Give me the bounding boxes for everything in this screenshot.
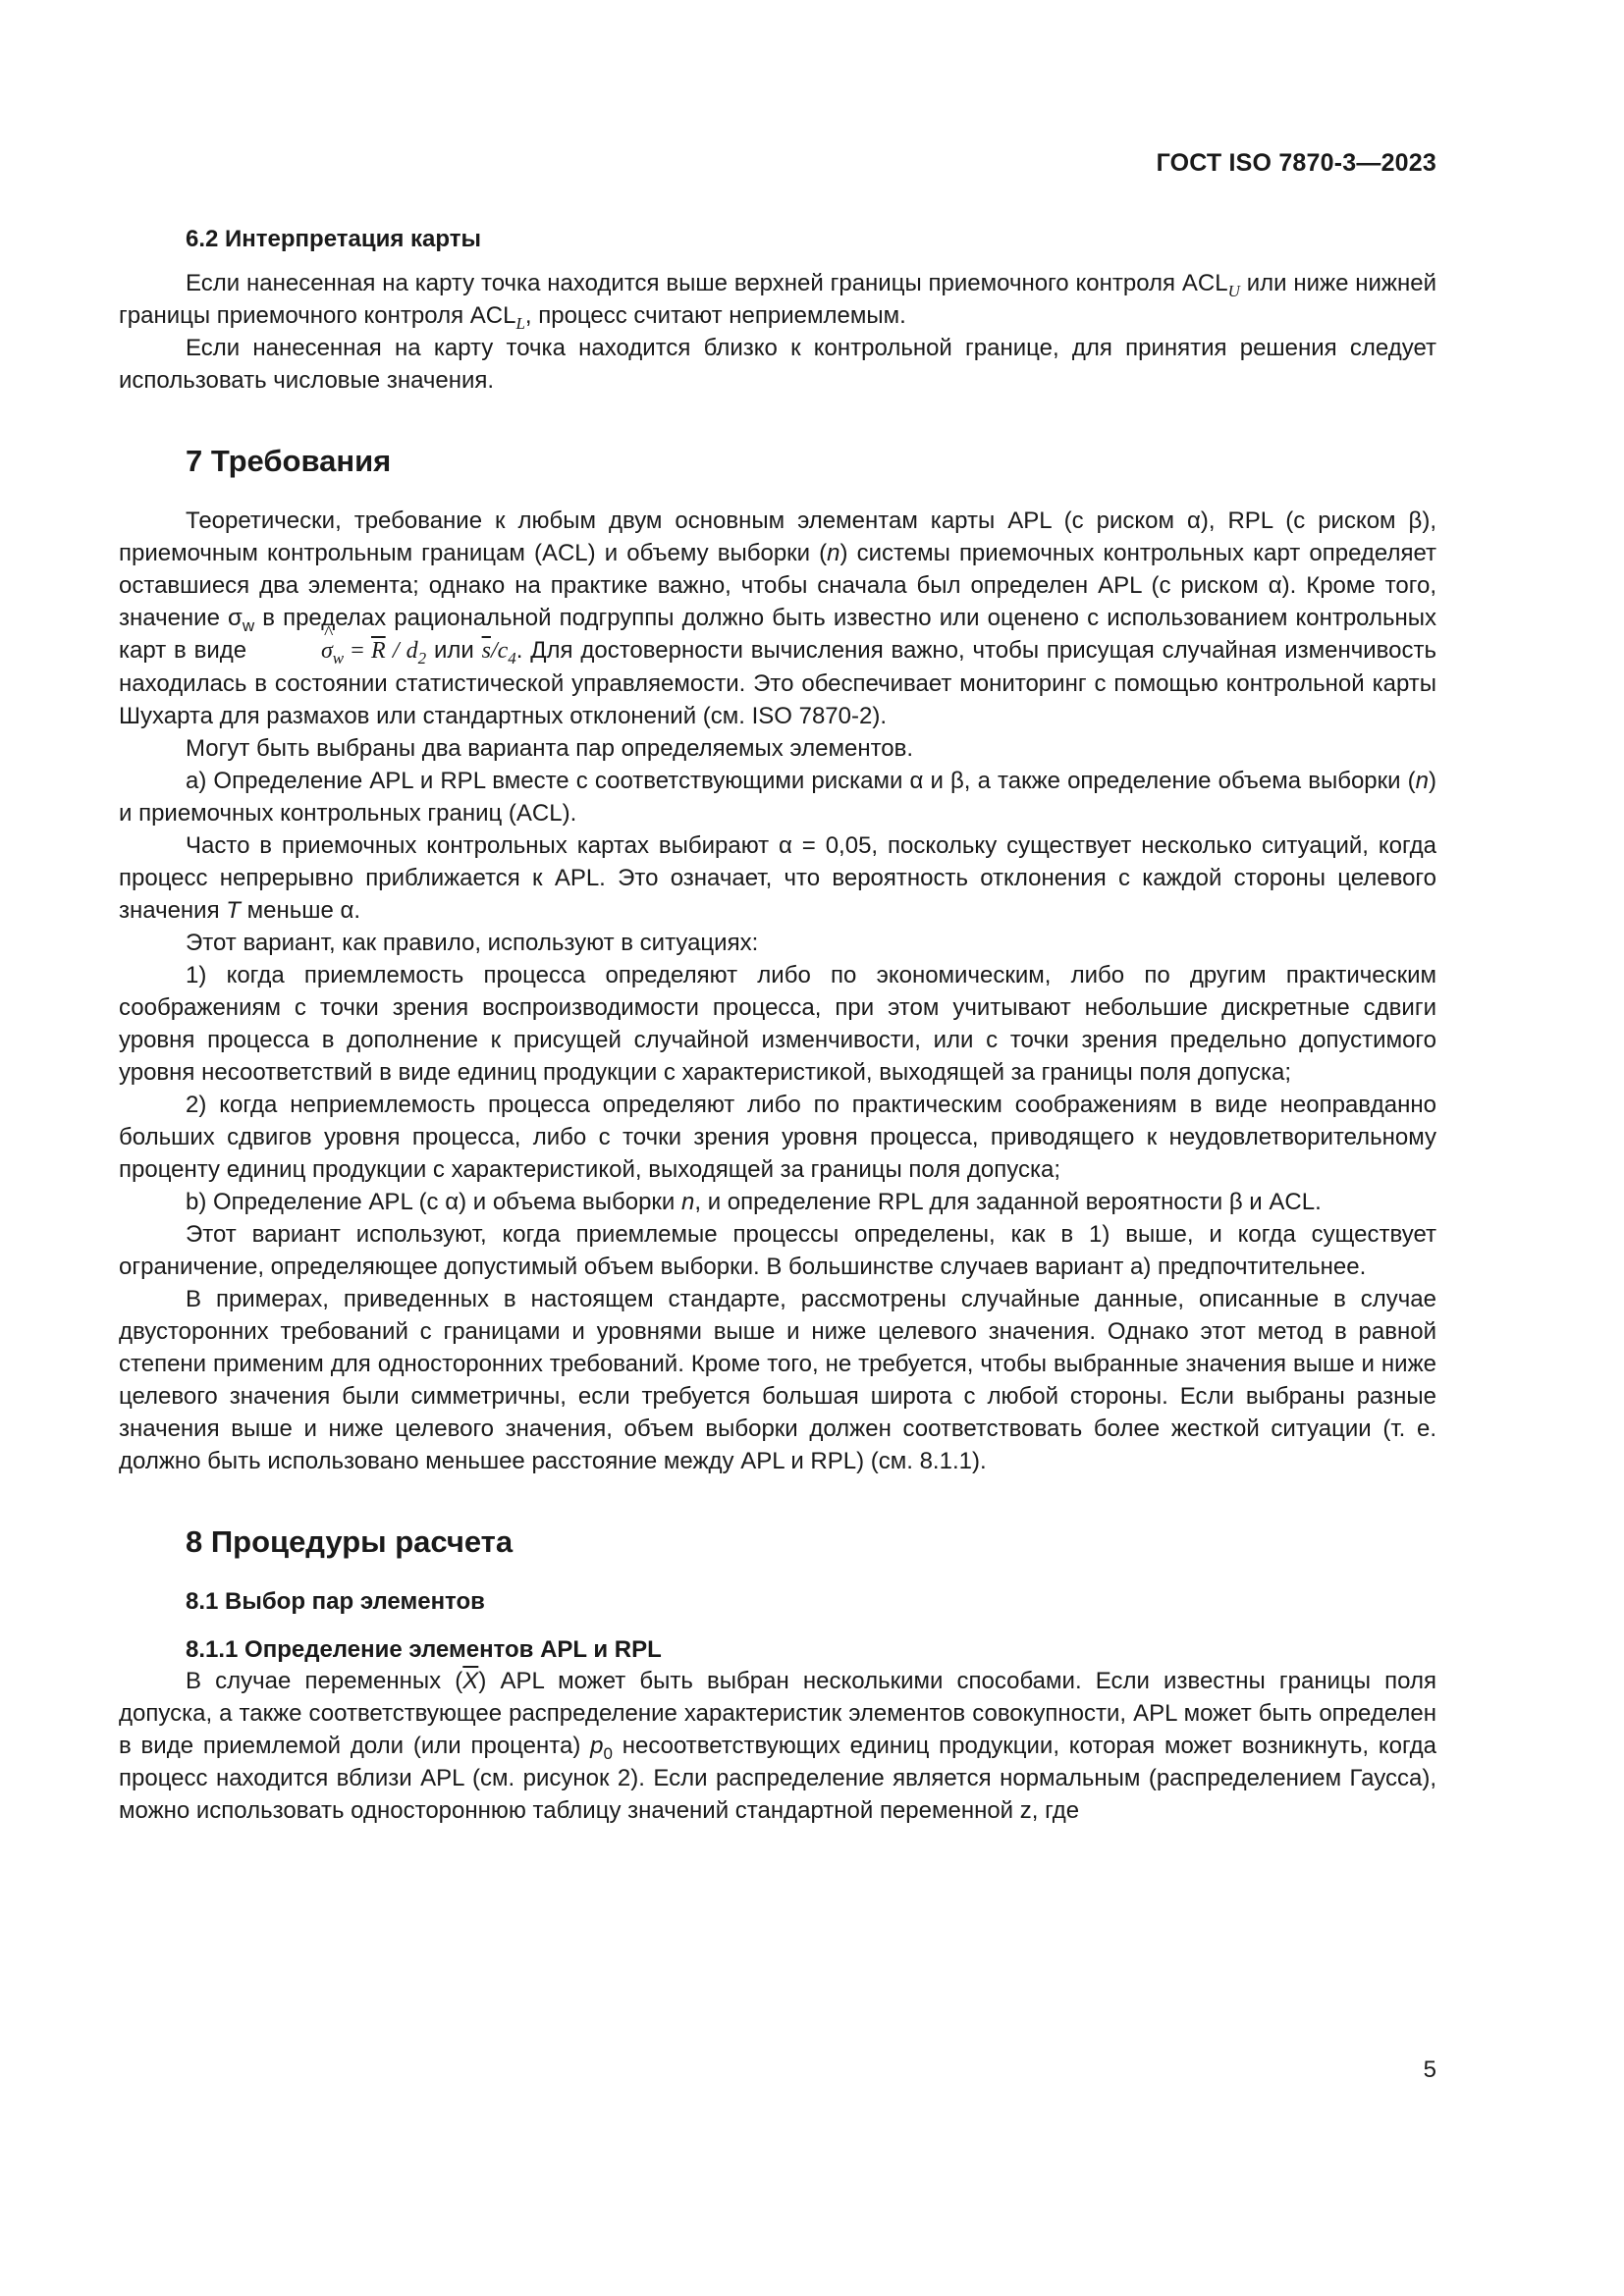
section-8-heading: 8 Процедуры расчета [186,1524,514,1560]
section-8-1-1-heading: 8.1.1 Определение элементов APL и RPL [186,1635,662,1663]
section-6-2-heading: 6.2 Интерпретация карты [186,226,481,252]
paragraph: Часто в приемочных контрольных картах выбирают α = 0,05, поскольку существует несколько ситуаций, когда процесс непрерывно приближается к APL. Это означает, что вероятность отклонения с каждой стороны целевого значения T меньше α. [119,832,1436,925]
page-number: 5 [1423,2056,1436,2083]
paragraph: a) Определение APL и RPL вместе с соответствующими рисками α и β, а также определение объема выборки (n) и приемочных контрольных границ (ACL). [119,768,1436,828]
paragraph: Если нанесенная на карту точка находится выше верхней границы приемочного контроля $ACL_U$ или ниже нижней границы приемочного контроля $ACL_L$, процесс считают неприемлемым. [119,270,1436,334]
paragraph: Теоретически, требование к любым двум основным элементам карты APL (с риском α), RPL (с риском β), приемочным контрольным границам (ACL) и объему выборки (n) системы приемочных контрольных карт определяет оставшиеся два элемента; однако на практике важно, чтобы сначала был определен APL (с риском α). Кроме того, значение $\sigma_w$ в пределах рациональной подгруппы должно быть известно или оценено с использованием контрольных карт в виде ^ $\sigma_w = \overline{R} / d_2$ или $\overline{s}/c_4$. Для достоверности вычисления важно, чтобы присущая случайная изменчивость находилась в состоянии статистической управляемости. Это обеспечивает мониторинг с помощью контрольной карты Шухарта для размахов или стандартных отклонений (см. ISO 7870-2). [119,505,1436,732]
paragraph: Если нанесенная на карту точка находится близко к контрольной границе, для принятия решения следует использовать числовые значения. [119,335,1436,395]
section-7-heading: 7 Требования [186,444,392,479]
list-item: 2) когда неприемлемость процесса определяют либо по практическим соображениям в виде неоправданно больших сдвигов уровня процесса, либо с точки зрения уровня процесса, приводящего к неудовлетворительному проценту единиц продукции с характеристикой, выходящей за границы поля допуска; [119,1092,1436,1184]
paragraph: В примерах, приведенных в настоящем стандарте, рассмотрены случайные данные, описанные в случае двусторонних требований с границами и уровнями выше и ниже целевого значения. Однако этот метод в равной степени применим для односторонних требований. Кроме того, не требуется, чтобы выбранные значения выше и ниже целевого значения были симметричны, если требуется большая широта с любой стороны. Если выбраны разные значения выше и ниже целевого значения, объем выборки должен соответствовать более жесткой ситуации (т. е. должно быть использовано меньшее расстояние между APL и RPL) (см. 8.1.1). [119,1286,1436,1475]
paragraph: Этот вариант, как правило, используют в ситуациях: [186,930,759,957]
paragraph: b) Определение APL (с α) и объема выборки n, и определение RPL для заданной вероятности β и ACL. [186,1189,1322,1216]
paragraph: Могут быть выбраны два варианта пар определяемых элементов. [186,735,914,763]
s-over-c4-formula: $\overline{s}/c_4$ [481,638,516,668]
section-8-1-heading: 8.1 Выбор пар элементов [186,1587,485,1615]
sigma-estimate-formula: ^ $\sigma_w = \overline{R} / d_2$ [254,638,426,664]
paragraph: Этот вариант используют, когда приемлемые процессы определены, как в 1) выше, и когда существует ограничение, определяющее допустимый объем выборки. В большинстве случаев вариант а) предпочтительнее. [119,1221,1436,1281]
page-content [119,224,1436,1827]
paragraph: В случае переменных $(\overline{X})$ APL может быть выбран несколькими способами. Если известны границы поля допуска, а также соответствующее распределение характеристик элементов совокупности, APL может быть определен в виде приемлемой доли (или процента) $p_0$ несоответствующих единиц продукции, которая может возникнуть, когда процесс находится вблизи APL (см. рисунок 2). Если распределение является нормальным (распределением Гаусса), можно использовать одностороннюю таблицу значений стандартной переменной z, где [119,1668,1437,1825]
list-item: 1) когда приемлемость процесса определяют либо по экономическим, либо по другим практическим соображениям с точки зрения воспроизводимости процесса, при этом учитывают небольшие дискретные сдвиги уровня процесса в дополнение к присущей случайной изменчивости, или с точки зрения предельно допустимого уровня несоответствий в виде единиц продукции с характеристикой, выходящей за границы поля допуска; [119,962,1436,1087]
standard-number: ГОСТ ISO 7870-3—2023 [1156,149,1436,177]
